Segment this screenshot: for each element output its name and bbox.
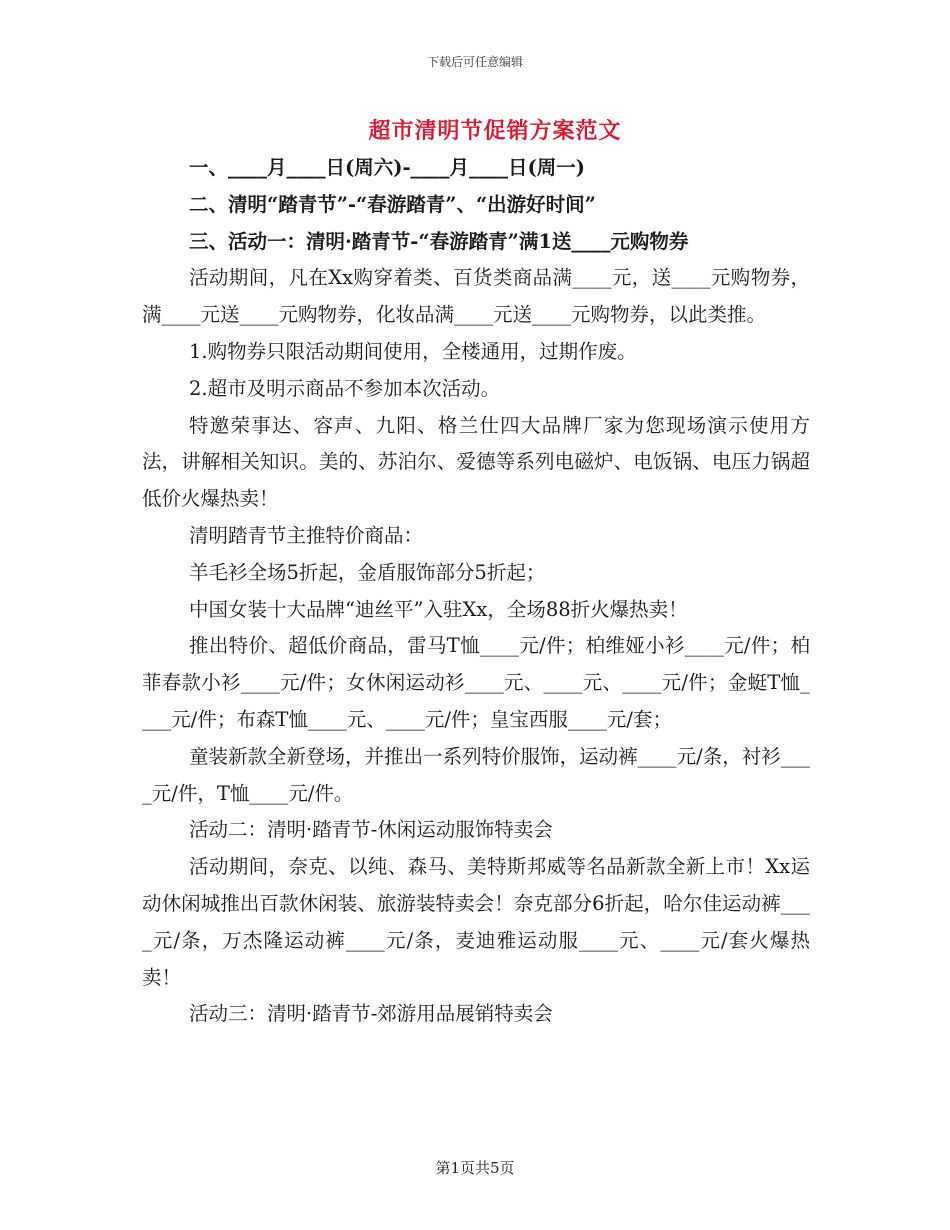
- paragraph: 活动期间，凡在Xx购穿着类、百货类商品满____元，送____元购物券，满____元送____元购物券，化妆品满____元送____元购物券，以此类推。: [142, 266, 810, 327]
- paragraph: 特邀荣事达、容声、九阳、格兰仕四大品牌厂家为您现场演示使用方法，讲解相关知识。美的、苏泊尔、爱德等系列电磁炉、电饭锅、电压力锅超低价火爆热卖！: [142, 413, 810, 511]
- activity-two-heading: 活动二：清明·踏青节-休闲运动服饰特卖会: [189, 818, 553, 842]
- paragraph: 推出特价、超低价商品，雷马T恤____元/件；柏维娅小衫____元/件；柏菲春款小衫____元/件；女休闲运动衫____元、____元、____元/件；金蜓T恤____元/件；布森T恤____元、____元/件；皇宝西服____元/套；: [142, 634, 810, 731]
- paragraph: 活动期间，奈克、以纯、森马、美特斯邦威等名品新款全新上市！Xx运动休闲城推出百款休闲装、旅游装特卖会！奈克部分6折起，哈尔佳运动裤____元/条，万杰隆运动裤____元/条，麦迪雅运动服____元、____元/套火爆热卖！: [142, 855, 810, 989]
- paragraph: 清明踏青节主推特价商品：: [189, 523, 424, 547]
- paragraph: 1.购物券只限活动期间使用，全楼通用，过期作废。: [189, 339, 637, 363]
- activity-one-heading: 三、活动一：清明·踏青节-“春游踏青”满1送____元购物券: [189, 229, 689, 253]
- paragraph: 2.超市及明示商品不参加本次活动。: [189, 376, 501, 400]
- activity-three-heading: 活动三：清明·踏青节-郊游用品展销特卖会: [189, 1002, 553, 1026]
- page-footer: 第1页共5页: [435, 1159, 515, 1177]
- document-body: [142, 150, 810, 1033]
- paragraph: 羊毛衫全场5折起，金盾服饰部分5折起；: [189, 560, 546, 584]
- header-note: 下载后可任意编辑: [426, 55, 523, 69]
- theme-line: 二、清明“踏青节”-“春游踏青”、“出游好时间”: [189, 192, 596, 216]
- date-line: 一、____月____日(周六)-____月____日(周一): [189, 156, 585, 179]
- paragraph: 中国女装十大品牌“迪丝平”入驻Xx，全场88折火爆热卖！: [189, 597, 688, 621]
- paragraph: 童装新款全新登场，并推出一系列特价服饰，运动裤____元/条，衬衫____元/件，T恤____元/件。: [142, 744, 810, 805]
- document-title: 超市清明节促销方案范文: [368, 118, 622, 144]
